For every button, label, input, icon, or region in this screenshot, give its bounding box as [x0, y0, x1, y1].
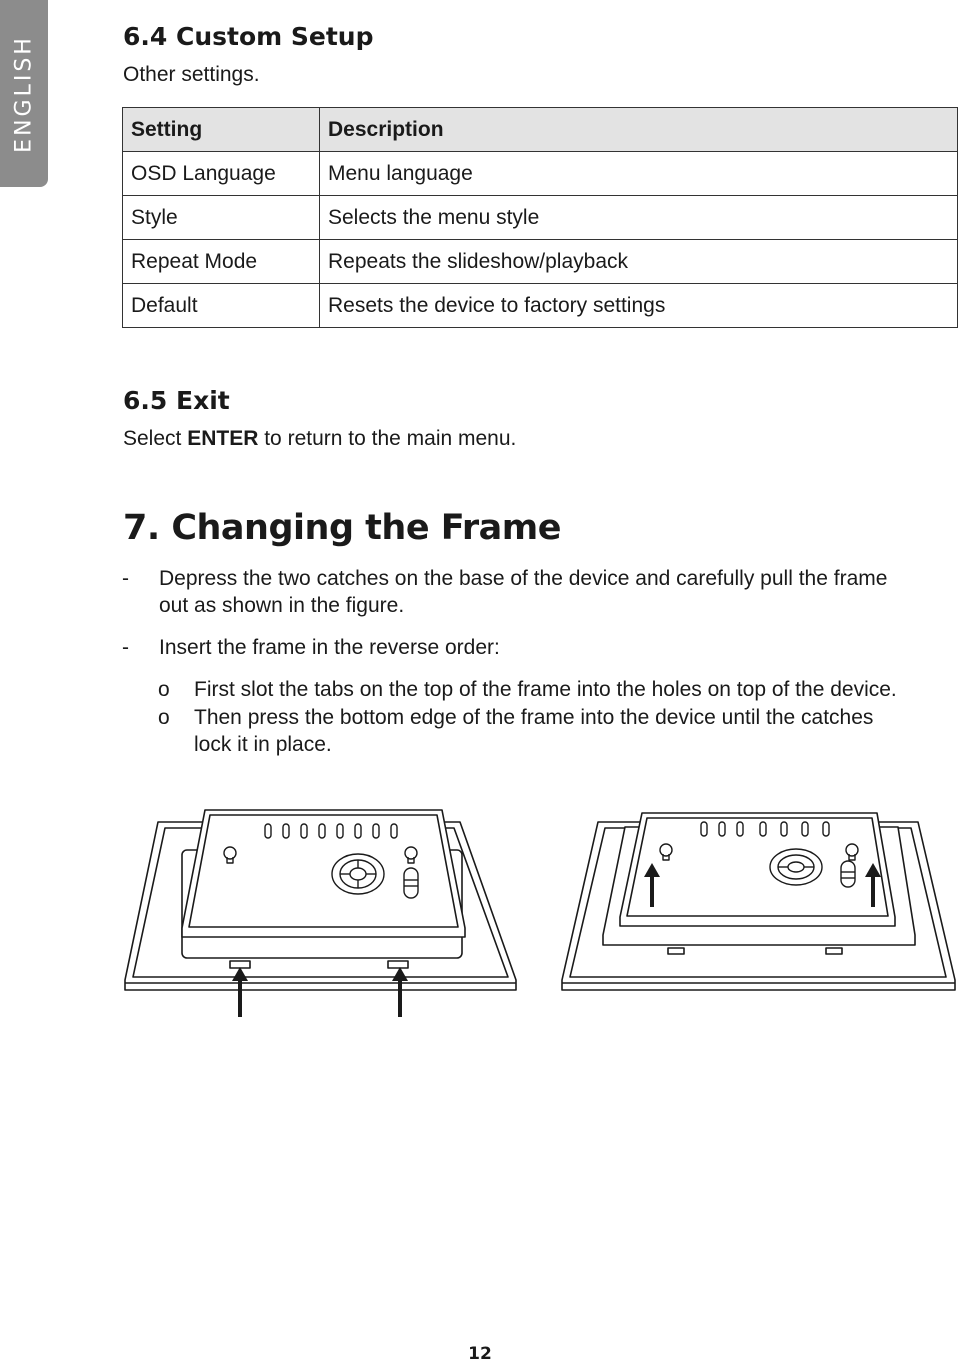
frame-removal-illustration — [125, 810, 516, 990]
table-header-row — [123, 108, 958, 152]
list-item-line: First slot the tabs on the top of the frame into the holes on top of the device. — [194, 678, 897, 701]
table-cell-description: Repeats the slideshow/playback — [320, 240, 958, 284]
table-cell-setting: OSD Language — [123, 152, 320, 196]
language-tab-label: ENGLISH — [11, 35, 37, 153]
sub-bullet-marker: o — [158, 706, 170, 729]
list-item-line: lock it in place. — [194, 733, 332, 756]
sub-list-item — [158, 676, 960, 704]
chapter-heading-changing-frame: 7. Changing the Frame — [123, 508, 562, 548]
table-row — [123, 284, 958, 328]
page-number: 12 — [468, 1344, 492, 1364]
settings-table — [122, 107, 958, 328]
sub-bullet-marker: o — [158, 678, 170, 701]
table-header-description: Description — [320, 108, 958, 152]
frame-figure — [120, 795, 960, 1030]
list-item-line: Insert the frame in the reverse order: — [159, 636, 500, 659]
custom-setup-intro: Other settings. — [123, 63, 260, 86]
exit-instruction — [123, 425, 516, 452]
exit-text-before: Select — [123, 427, 188, 450]
enter-key-label: ENTER — [187, 427, 259, 450]
list-item-line: out as shown in the figure. — [159, 594, 405, 617]
list-item — [122, 565, 960, 621]
table-cell-setting: Style — [123, 196, 320, 240]
table-cell-description: Menu language — [320, 152, 958, 196]
frame-insertion-illustration — [562, 813, 955, 990]
table-cell-description: Selects the menu style — [320, 196, 958, 240]
table-cell-setting: Repeat Mode — [123, 240, 320, 284]
list-item — [122, 634, 960, 662]
language-side-tab — [0, 0, 48, 187]
table-header-setting: Setting — [123, 108, 320, 152]
section-heading-custom-setup: 6.4 Custom Setup — [123, 22, 374, 51]
table-cell-description: Resets the device to factory settings — [320, 284, 958, 328]
bullet-marker: - — [122, 636, 129, 659]
sub-list-item — [158, 704, 960, 760]
table-row — [123, 152, 958, 196]
exit-text-after: to return to the main menu. — [258, 427, 517, 450]
bullet-marker: - — [122, 567, 129, 590]
table-row — [123, 240, 958, 284]
list-item-line: Depress the two catches on the base of the device and carefully pull the frame — [159, 567, 888, 590]
table-cell-setting: Default — [123, 284, 320, 328]
section-heading-exit: 6.5 Exit — [123, 386, 230, 415]
list-item-line: Then press the bottom edge of the frame into the device until the catches — [194, 706, 874, 729]
table-row — [123, 196, 958, 240]
